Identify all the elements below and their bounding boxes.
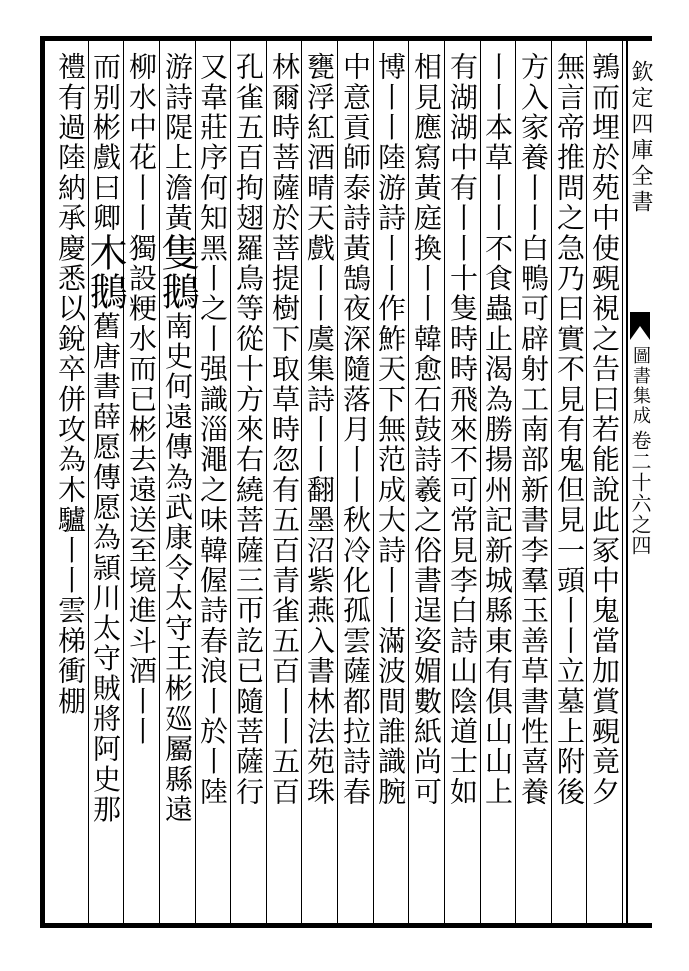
column-rule	[622, 41, 623, 923]
column-text: 而别彬戲曰卿	[89, 52, 122, 234]
column-text: 中意貢師泰詩黃鵠夜深隨落月丨丨秋冷化孤雲薩都拉詩春	[339, 52, 372, 807]
column-text: 無言帝推問之急乃曰實不見有鬼但見一頭丨丨立墓上附後	[553, 52, 586, 807]
text-column	[269, 52, 299, 922]
fish-tail-icon	[630, 312, 650, 340]
text-column	[340, 52, 370, 922]
volume-label: 卷二十六之四	[628, 430, 652, 556]
column-text: 柳水中花丨丨	[125, 52, 158, 234]
column-rule	[195, 41, 196, 923]
column-text-continued: 舊唐書薛愿傳愿為頴川太守賊將阿史那	[89, 311, 122, 825]
column-text: 丨丨本草丨丨不食蟲止渴為勝揚州記新城縣東有俱山山上	[481, 52, 514, 807]
column-text: 有湖湖中有丨丨十隻時時飛來不可常見李白詩山陰道士如	[446, 52, 479, 807]
entry-headword: 隻鵝	[155, 233, 199, 312]
text-column	[589, 52, 619, 922]
column-rule	[159, 41, 160, 923]
column-rule	[586, 41, 587, 923]
book-title: 欽定四庫全書	[628, 60, 653, 216]
column-rule	[123, 41, 124, 923]
column-rule	[230, 41, 231, 923]
text-column	[375, 52, 405, 922]
column-text: 甕浮紅酒晴天戲丨丨虞集詩丨丨翻墨沼紫燕入書林法苑珠	[303, 52, 336, 807]
column-text: 方入家養丨丨白鴨可辟射工南部新書李羣玉善草書性喜養	[517, 52, 550, 807]
text-column	[447, 52, 477, 922]
text-column	[126, 52, 156, 922]
column-rule	[480, 41, 481, 923]
text-column	[518, 52, 548, 922]
text-column	[411, 52, 441, 922]
column-text: 博丨丨陸游詩丨丨作鮓天下無范成大詩丨丨滿波間誰識腕	[374, 52, 407, 807]
text-column	[197, 52, 227, 922]
column-text: 游詩隄上澹黃	[161, 52, 194, 234]
column-rule	[515, 41, 516, 923]
column-rule	[266, 41, 267, 923]
column-rule	[88, 41, 89, 923]
column-rule	[301, 41, 302, 923]
text-column	[55, 52, 85, 922]
text-column	[482, 52, 512, 922]
text-column	[155, 52, 199, 922]
text-column	[233, 52, 263, 922]
column-text: 相見應寫黃庭換丨丨韓愈石鼓詩羲之俗書逞姿媚數紙尚可	[410, 52, 443, 807]
text-column	[304, 52, 334, 922]
column-rule	[551, 41, 552, 923]
column-text: 禮有過陸納	[54, 52, 87, 203]
entry-headword: 木鵝	[83, 233, 127, 312]
margin-subtitle: 圖書集成	[630, 346, 651, 426]
column-text-continued: 承慶悉以銳卒併攻為木驢丨丨雲梯衝棚	[54, 203, 87, 717]
column-text: 孔雀五百拘翅羅鳥等從十方來右繞菩薩三帀訖已隨菩薩行	[232, 52, 265, 807]
column-text-continued: 南史何遠傳為武康令太守王彬廵屬縣遠	[161, 311, 194, 825]
column-rule	[408, 41, 409, 923]
column-text: 又韋莊序何知黑丨之丨强識淄澠之味韓偓詩春浪丨於丨陸	[196, 52, 229, 807]
column-rule	[337, 41, 338, 923]
column-rule	[444, 41, 445, 923]
column-rule	[373, 41, 374, 923]
text-column	[83, 52, 127, 922]
column-text-continued: 獨設粳水而已彬去遠送至境進斗酒丨丨	[125, 233, 158, 747]
column-text: 鶉而埋於苑中使覡視之告曰若能說此冢中鬼當加賞覡竟夕	[588, 52, 621, 807]
column-text: 林爾時菩薩於菩提樹下取草時忽有五百青雀五百丨丨五百	[268, 52, 301, 807]
text-column	[554, 52, 584, 922]
